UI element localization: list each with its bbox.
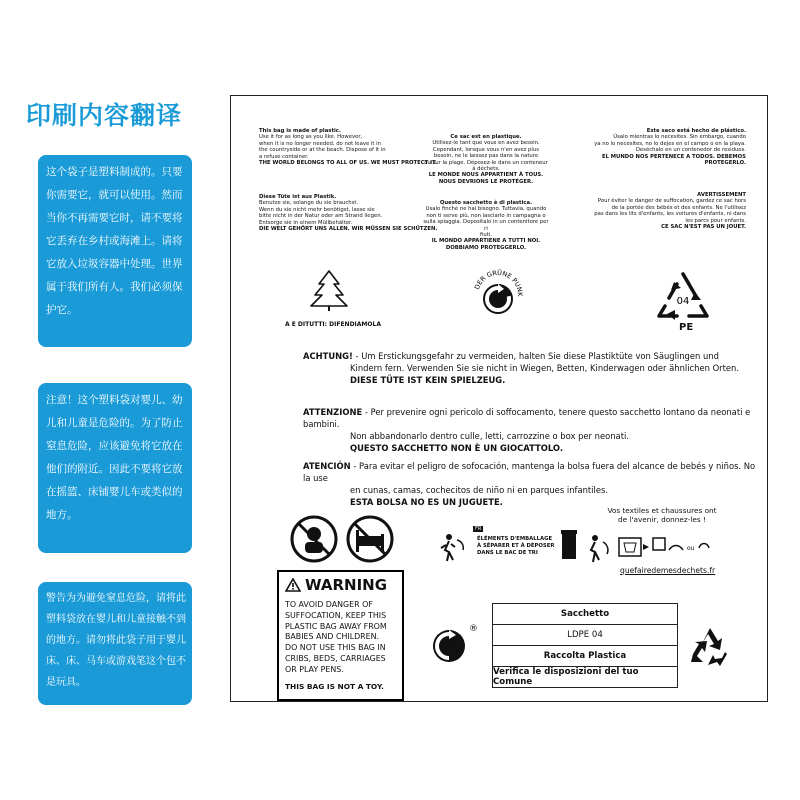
spanish-notice: Este saco está hecho de plástico. Úsalo mientras lo necesites. Sin embargo, cuando ya no lo necesites, no lo dejes en el campo o en la playa. Deséchalo en un contenedor de residuos. EL MUNDO NOS PERTENECE A TODOS. DEBEMOS PROTEGERLO. [594, 128, 746, 167]
disposal-table [492, 603, 678, 688]
textile-note: Vos textiles et chaussures ont de l'avenir, donnez-les ! [607, 506, 717, 524]
recycle-icon [687, 624, 733, 668]
textile-recycling-icons [583, 532, 713, 564]
translation-card-3: 警告为为避免窒息危险，请将此塑料袋放在婴儿和儿童接触不到的地方。请勿将此袋子用于婴儿床、床、马车或游戏笔这个包不是玩具。 [38, 582, 192, 705]
table-row: LDPE 04 [493, 625, 677, 646]
tree-label: A E DITUTTI: DIFENDIAMOLA [285, 321, 381, 328]
table-row: Raccolta Plastica [493, 646, 677, 667]
spanish-warning: ATENCIÓN - Para evitar el peligro de sofocación, mantenga la bolsa fuera del alcance de bebés y niños. No la use en cunas, camas, cochecitos de niño ni en parques infantiles. ESTA BOLSA NO ES UN JUGUETE. [303, 461, 756, 507]
page-title: 印刷内容翻译 [26, 101, 183, 130]
french-notice: Ce sac est en plastique. Utilisez-le tant que vous en avez besoin. Cependant, lorsque vous n'en avez plus besoin, ne le laissez pas dans la nature ou sur la plage. Déposez-le dans un conteneur à déchets. LE MONDE NOUS APPARTIENT À TOUS. NOUS DEVRIONS LE PROTÉGER. [424, 134, 548, 185]
triman-text: ÉLÉMENTS D'EMBALLAGE À SÉPARER ET À DÉPOSER DANS LE BAC DE TRI [477, 536, 555, 556]
warning-footer: THIS BAG IS NOT A TOY. [285, 681, 384, 691]
triman-country: FR [475, 526, 482, 532]
svg-text:ou: ou [687, 545, 695, 552]
warning-body: TO AVOID DANGER OF SUFFOCATION, KEEP THIS PLASTIC BAG AWAY FROM BABIES AND CHILDREN. DO NOT USE THIS BAG IN CRIBS, BEDS, CARRIAGES OR PLAY PENS. [285, 600, 387, 674]
bag-print-panel [230, 95, 768, 702]
german-warning: ACHTUNG! - Um Erstickungsgefahr zu vermeiden, halten Sie diese Plastiktüte von Säuglingen und Kindern fern. Verwenden Sie sie nicht in Wiegen, Betten, Kinderwagen oder ähnlichen Orten. DIESE TÜTE IST KEIN SPIELZEUG. [303, 351, 740, 385]
italian-warning: ATTENZIONE - Per prevenire ogni pericolo di soffocamento, tenere questo sacchetto lontano da neonati e bambini. Non abbandonarlo dentro culle, letti, carrozzine o box per neonati. QUESTO SACCHETTO NON È UN GIOCATTOLO. [303, 407, 751, 453]
svg-text:DER GRÜNE PUNKT: DER GRÜNE PUNK [472, 268, 525, 297]
no-crib-icon [345, 514, 395, 564]
sorting-bin-icon [561, 530, 577, 560]
pe-recycling-icon [655, 270, 711, 326]
green-dot-icon [469, 266, 527, 324]
english-notice: This bag is made of plastic. Use it for as long as you like. However, when it is no longer needed, do not leave it in the countryside or at the beach. Dispose of it in a refuse container. THE WORLD BELONGS TO ALL OF US. WE MUST PROTECT IT. [259, 128, 437, 167]
table-row: Sacchetto [493, 604, 677, 625]
italian-notice: Questo sacchetto è di plastica. Usalo finché ne hai bisogno. Tuttavia, quando non ti serve più, non lasciarlo in campagna o sulla spiaggia. Depositalo in un contenitore per ri fiuti. IL MONDO APPARTIENE A TUTTI NOI. DOBBIAMO PROTEGGERLO. [423, 200, 549, 251]
warning-triangle-icon [285, 578, 301, 592]
german-notice: Diese Tüte ist aus Plastik. Benutze sie, solange du sie brauchst. Wenn du sie nicht mehr benötigst, lasse sie bitte nicht in der Natur oder am Strand liegen. Entsorge sie in einem Müllbehälter. DIE WELT GEHÖRT UNS ALLEN. WIR MÜSSEN SIE SCHÜTZEN. [259, 194, 438, 233]
table-row: Verifica le disposizioni del tuo Comune [493, 667, 639, 687]
no-baby-icon [289, 514, 339, 564]
registered-mark: ® [469, 624, 478, 634]
english-warning-box [277, 570, 404, 701]
svg-text:04: 04 [676, 296, 690, 307]
french-warning-notice: AVERTISSEMENT Pour éviter le danger de suffocation, gardez ce sac hors de la portée des bébés et des enfants. Ne l'utilisez pas dans les lits d'enfants, les voitures d'enfants, ni dans les parcs pour enfants. CE SAC N'EST PAS UN JOUET. [594, 192, 746, 231]
translation-card-1: 这个袋子是塑料制成的。只要你需要它，就可以使用。然而当你不再需要它时，请不要将它丢弃在乡村或海滩上。请将它放入垃圾容器中处理。世界属于我们所有人。我们必须保护它。 [38, 155, 192, 347]
triman-icon [439, 532, 465, 562]
translation-card-2: 注意！这个塑料袋对婴儿、幼儿和儿童是危险的。为了防止窒息危险，应该避免将它放在他们的附近。因此不要将它放在摇篮、床铺婴儿车或类似的地方。 [38, 383, 192, 553]
tree-icon [305, 268, 353, 312]
textile-url[interactable]: quefairedemesdechets.fr [620, 566, 716, 575]
green-dot-registered-icon [431, 628, 467, 664]
pe-label: PE [679, 322, 694, 333]
warning-title: WARNING [305, 576, 388, 594]
